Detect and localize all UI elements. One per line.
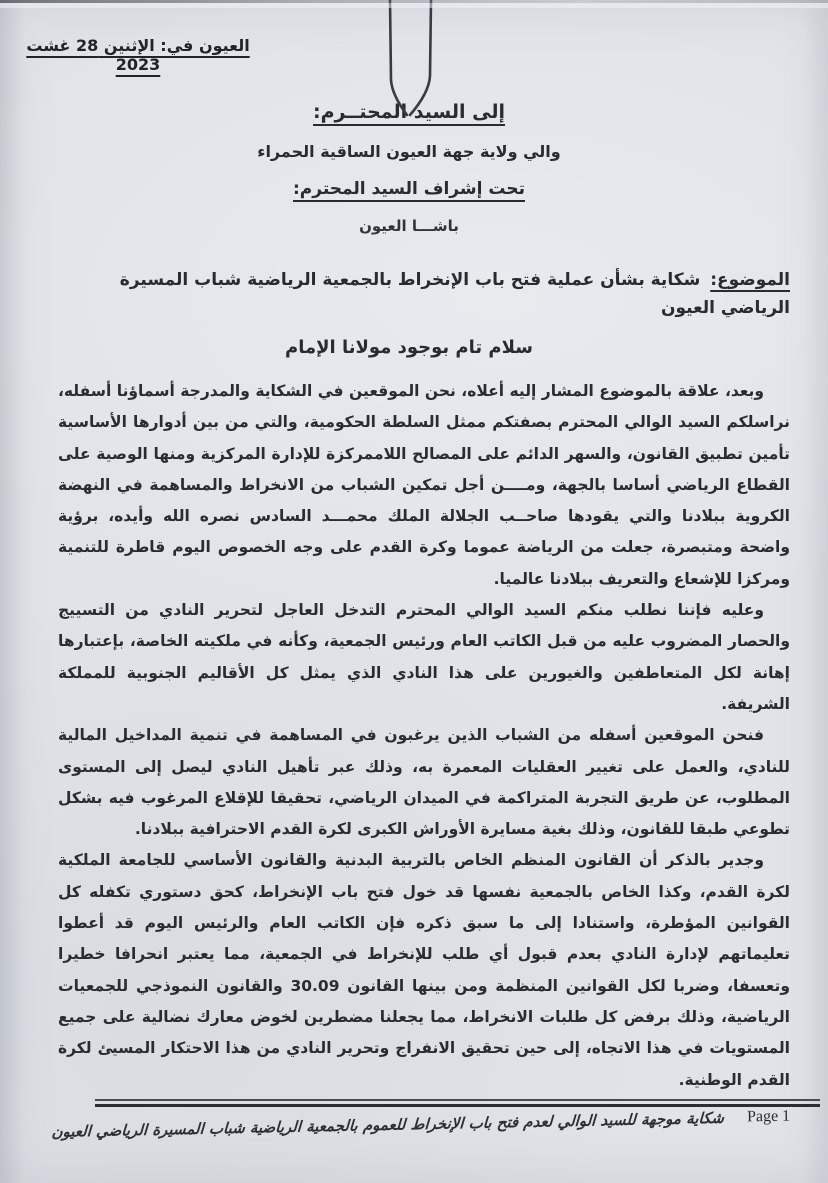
date-line: العيون في: الإثنين 28 غشت 2023	[26, 36, 250, 74]
supervision-label	[0, 179, 818, 199]
pen-nib-mark	[378, 0, 438, 122]
footer-note: شكاية موجهة للسيد الوالي لعدم فتح باب الإنخراط للعموم بالجمعية الرياضية شباب المسيرة الرياضي العيون	[51, 1108, 725, 1141]
body-paragraph-4: وجدير بالذكر أن القانون المنظم الخاص بالتربية البدنية والقانون الأساسي للجامعة الملكية لكرة القدم، وكذا الخاص بالجمعية نفسها قد خول فتح باب الإنخراط، كحق دستوري تكفله كل القوانين المؤطرة، واستنادا إلى ما سبق ذكره فإن الكاتب العام والرئيس اليوم قد أعطوا تعليماتهم لإدارة النادي بعدم قبول أي طلب للإنخراط في الجمعية، مما يعتبر انحرافا خطيرا وتعسفا، وضربا لكل القوانين المنظمة ومن بينها القانون 30.09 والقانون النموذجي للجمعيات الرياضية، وذلك برفض كل طلبات الانخراط، مما يجعلنا مضطرين لخوض معارك نضالية على جميع المستويات في هذا الاتجاه، إلى حين تحقيق الانفراج وتحرير النادي من هذا الاحتكار المسيئ لكرة القدم الوطنية.	[58, 851, 790, 1089]
supervision-label-text: تحت إشراف السيد المحترم:	[293, 179, 525, 199]
salutation: سلام تام بوجود مولانا الإمام	[285, 337, 533, 358]
body-paragraph-3: فنحن الموقعين أسفله من الشباب الذين يرغبون في المساهمة في تنمية المداخيل المالية للنادي، والعمل على تغيير العقليات المعمرة به، وذلك عبر تأهيل النادي ليصل إلى المستوى المطلوب، عن طريق التجربة المتراكمة في الميدان الرياضي، تحقيقا للإقلاع المرغوب فيه بشكل تطوعي طبقا للقانون، وذلك بغية مسايرة الأوراش الكبرى لكرة القدم الاحترافية ببلادنا.	[58, 726, 790, 839]
recipient-name: والي ولاية جهة العيون الساقية الحمراء	[257, 142, 561, 161]
page-number: Page 1	[746, 1107, 791, 1126]
body-paragraph-5	[58, 1096, 790, 1098]
supervision-name: باشـــا العيون	[359, 217, 459, 235]
recipient-label-text: إلى السيد المحتــرم:	[313, 101, 505, 123]
subject-line	[58, 266, 790, 322]
subject-label: الموضوع:	[710, 270, 790, 290]
letter-body	[58, 376, 790, 1098]
subject-text: شكاية بشأن عملية فتح باب الإنخراط بالجمعية الرياضية شباب المسيرة الرياضي العيون	[119, 270, 790, 318]
body-paragraph-2: وعليه فإننا نطلب منكم السيد الوالي المحترم التدخل العاجل لتحرير النادي من التسييج والحصار المضروب عليه من قبل الكاتب العام ورئيس الجمعية، وكأنه في ملكيته الخاصة، بإعتبارها إهانة لكل المتعاطفين والغيورين على هذا النادي الذي يمثل كل الأقاليم الجنوبية للمملكة الشريفة.	[58, 601, 790, 713]
body-paragraph-1: وبعد، علاقة بالموضوع المشار إليه أعلاه، نحن الموقعين في الشكاية والمدرجة أسماؤنا أسفله، نراسلكم السيد الوالي المحترم بصفتكم ممثل السلطة الحكومية، والتي من بين أدوارها الأساسية تأمين تطبيق القانون، والسهر الدائم على المصالح اللاممركزة للإدارة المركزية ومنها الوصية على القطاع الرياضي أساسا بالجهة، ومــــن أجل تمكين الشباب من الانخراط والمساهمة في النهضة الكروية ببلادنا والتي يقودها صاحــب الجلالة الملك محمـــد السادس نصره الله وأيده، برؤية واضحة ومتبصرة، جعلت من الرياضة عموما وكرة القدم على وجه الخصوص اليوم قاطرة للتنمية ومركزا للإشعاع والتعريف ببلادنا عالميا.	[58, 382, 790, 588]
